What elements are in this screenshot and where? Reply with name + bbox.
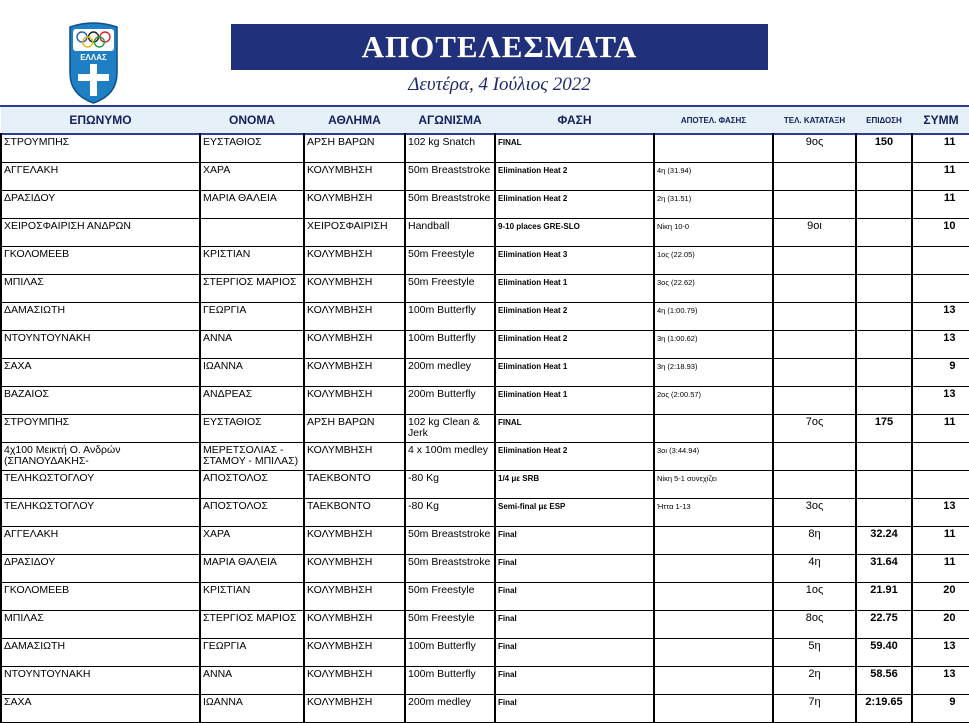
- cell-phase: Final: [495, 611, 654, 639]
- cell-name: ΕΥΣΤΑΘΙΟΣ: [200, 134, 304, 163]
- cell-phase-result: 1ος (22.05): [654, 247, 773, 275]
- table-row: [1, 359, 969, 387]
- cell-name: ΚΡΙΣΤΙΑΝ: [200, 583, 304, 611]
- cell-surname: ΣΑΧΑ: [1, 695, 200, 723]
- cell-event: 200m medley: [405, 359, 495, 387]
- cell-symm: [912, 247, 969, 275]
- cell-sport: ΚΟΛΥΜΒΗΣΗ: [304, 331, 405, 359]
- cell-event: 4 x 100m medley: [405, 443, 495, 471]
- cell-phase-result: 3η (2:18.93): [654, 359, 773, 387]
- cell-surname: ΜΠΙΛΑΣ: [1, 611, 200, 639]
- cell-symm: 9: [912, 695, 969, 723]
- cell-symm: 11: [912, 191, 969, 219]
- cell-surname: ΝΤΟΥΝΤΟΥΝΑΚΗ: [1, 331, 200, 359]
- cell-performance: [856, 275, 912, 303]
- cell-phase: 9-10 places GRE-SLO: [495, 219, 654, 247]
- cell-name: ΑΠΟΣΤΟΛΟΣ: [200, 499, 304, 527]
- cell-surname: ΔΑΜΑΣΙΩΤΗ: [1, 639, 200, 667]
- cell-phase-result: Νίκη 10-0: [654, 219, 773, 247]
- cell-phase-result: [654, 639, 773, 667]
- cell-name: ΙΩΑΝΝΑ: [200, 359, 304, 387]
- cell-event: 100m Butterfly: [405, 303, 495, 331]
- cell-phase: Elimination Heat 2: [495, 443, 654, 471]
- cell-surname: ΣΤΡΟΥΜΠΗΣ: [1, 134, 200, 163]
- cell-event: 50m Freestyle: [405, 583, 495, 611]
- cell-sport: ΚΟΛΥΜΒΗΣΗ: [304, 163, 405, 191]
- cell-event: 102 kg Snatch: [405, 134, 495, 163]
- cell-performance: [856, 331, 912, 359]
- cell-name: ΑΝΝΑ: [200, 667, 304, 695]
- cell-sport: ΚΟΛΥΜΒΗΣΗ: [304, 611, 405, 639]
- cell-final-rank: [773, 163, 856, 191]
- cell-final-rank: [773, 443, 856, 471]
- cell-name: ΜΕΡΕΤΣΟΛΙΑΣ - ΣΤΑΜΟΥ - ΜΠΙΛΑΣ): [200, 443, 304, 471]
- cell-name: ΚΡΙΣΤΙΑΝ: [200, 247, 304, 275]
- col-header-surname: ΕΠΩΝΥΜΟ: [1, 107, 200, 134]
- cell-phase-result: Νίκη 5-1 συνεχίζει: [654, 471, 773, 499]
- cell-performance: [856, 163, 912, 191]
- cell-event: -80 Kg: [405, 471, 495, 499]
- cell-surname: ΣΤΡΟΥΜΠΗΣ: [1, 415, 200, 443]
- cell-final-rank: [773, 275, 856, 303]
- cell-symm: [912, 275, 969, 303]
- cell-surname: ΤΕΛΗΚΩΣΤΟΓΛΟΥ: [1, 471, 200, 499]
- cell-surname: ΝΤΟΥΝΤΟΥΝΑΚΗ: [1, 667, 200, 695]
- cell-surname: ΑΓΓΕΛΑΚΗ: [1, 163, 200, 191]
- cell-name: ΧΑΡΑ: [200, 527, 304, 555]
- cell-sport: ΤΑΕΚΒΟΝΤΟ: [304, 471, 405, 499]
- cell-sport: ΚΟΛΥΜΒΗΣΗ: [304, 555, 405, 583]
- cell-performance: 150: [856, 134, 912, 163]
- cell-sport: ΚΟΛΥΜΒΗΣΗ: [304, 695, 405, 723]
- cell-performance: [856, 499, 912, 527]
- cell-event: 50m Breaststroke: [405, 555, 495, 583]
- cell-symm: [912, 471, 969, 499]
- col-header-sport: ΑΘΛΗΜΑ: [304, 107, 405, 134]
- cell-surname: ΓΚΟΛΟΜΕΕΒ: [1, 583, 200, 611]
- cell-symm: 11: [912, 555, 969, 583]
- cell-phase-result: [654, 695, 773, 723]
- table-row: [1, 611, 969, 639]
- cell-name: ΓΕΩΡΓΙΑ: [200, 303, 304, 331]
- cell-phase: Elimination Heat 2: [495, 191, 654, 219]
- page-title: ΑΠΟΤΕΛΕΣΜΑΤΑ: [231, 24, 768, 70]
- cell-sport: ΚΟΛΥΜΒΗΣΗ: [304, 191, 405, 219]
- cell-performance: 2:19.65: [856, 695, 912, 723]
- table-row: [1, 555, 969, 583]
- cell-event: -80 Kg: [405, 499, 495, 527]
- col-header-final-rank: ΤΕΛ. ΚΑΤΑΤΑΞΗ: [773, 107, 856, 134]
- cell-surname: ΤΕΛΗΚΩΣΤΟΓΛΟΥ: [1, 499, 200, 527]
- cell-sport: ΚΟΛΥΜΒΗΣΗ: [304, 639, 405, 667]
- cell-name: ΓΕΩΡΓΙΑ: [200, 639, 304, 667]
- table-row: [1, 387, 969, 415]
- table-row: [1, 471, 969, 499]
- cell-final-rank: 8η: [773, 527, 856, 555]
- cell-phase-result: Ήττα 1-13: [654, 499, 773, 527]
- cell-phase: Final: [495, 639, 654, 667]
- cell-final-rank: [773, 247, 856, 275]
- cell-symm: 13: [912, 499, 969, 527]
- table-row: [1, 639, 969, 667]
- cell-phase-result: 3η (1:00.62): [654, 331, 773, 359]
- cell-sport: ΚΟΛΥΜΒΗΣΗ: [304, 527, 405, 555]
- col-header-phase-result: ΑΠΟΤΕΛ. ΦΑΣΗΣ: [654, 107, 773, 134]
- cell-final-rank: [773, 359, 856, 387]
- table-row: [1, 134, 969, 163]
- cell-surname: ΜΠΙΛΑΣ: [1, 275, 200, 303]
- cell-performance: 31.64: [856, 555, 912, 583]
- cell-name: ΧΑΡΑ: [200, 163, 304, 191]
- table-row: [1, 443, 969, 471]
- cell-phase: Final: [495, 555, 654, 583]
- cell-final-rank: 5η: [773, 639, 856, 667]
- cell-performance: 32.24: [856, 527, 912, 555]
- cell-event: 50m Freestyle: [405, 275, 495, 303]
- cell-surname: 4χ100 Μεικτή Ο. Ανδρών (ΣΠΑΝΟΥΔΑΚΗΣ-: [1, 443, 200, 471]
- cell-final-rank: 1ος: [773, 583, 856, 611]
- cell-final-rank: 9ος: [773, 134, 856, 163]
- report-date: Δευτέρα, 4 Ιούλιος 2022: [408, 74, 591, 95]
- cell-symm: 13: [912, 639, 969, 667]
- cell-performance: 21.91: [856, 583, 912, 611]
- cell-final-rank: 8ος: [773, 611, 856, 639]
- results-table: [0, 107, 969, 723]
- cell-event: 200m medley: [405, 695, 495, 723]
- cell-phase: Final: [495, 695, 654, 723]
- cell-event: Handball: [405, 219, 495, 247]
- cell-phase: Elimination Heat 2: [495, 303, 654, 331]
- cell-name: ΜΑΡΙΑ ΘΑΛΕΙΑ: [200, 191, 304, 219]
- cell-symm: 11: [912, 415, 969, 443]
- cell-phase: FINAL: [495, 134, 654, 163]
- cell-event: 100m Butterfly: [405, 667, 495, 695]
- cell-sport: ΚΟΛΥΜΒΗΣΗ: [304, 303, 405, 331]
- cell-symm: 11: [912, 134, 969, 163]
- cell-final-rank: 7ος: [773, 415, 856, 443]
- cell-event: 50m Breaststroke: [405, 163, 495, 191]
- cell-surname: ΓΚΟΛΟΜΕΕΒ: [1, 247, 200, 275]
- cell-sport: ΚΟΛΥΜΒΗΣΗ: [304, 443, 405, 471]
- cell-symm: 11: [912, 163, 969, 191]
- table-row: [1, 667, 969, 695]
- cell-surname: ΒΑΖΑΙΟΣ: [1, 387, 200, 415]
- cell-final-rank: [773, 191, 856, 219]
- table-row: [1, 247, 969, 275]
- cell-symm: 9: [912, 359, 969, 387]
- cell-phase: Elimination Heat 3: [495, 247, 654, 275]
- cell-sport: ΚΟΛΥΜΒΗΣΗ: [304, 667, 405, 695]
- cell-phase-result: 2ος (2:00.57): [654, 387, 773, 415]
- table-row: [1, 303, 969, 331]
- cell-surname: ΣΑΧΑ: [1, 359, 200, 387]
- cell-performance: [856, 219, 912, 247]
- table-row: [1, 275, 969, 303]
- cell-performance: [856, 387, 912, 415]
- cell-final-rank: 4η: [773, 555, 856, 583]
- cell-name: ΑΝΔΡΕΑΣ: [200, 387, 304, 415]
- cell-final-rank: 2η: [773, 667, 856, 695]
- cell-phase: Final: [495, 527, 654, 555]
- col-header-phase: ΦΑΣΗ: [495, 107, 654, 134]
- cell-event: 50m Freestyle: [405, 611, 495, 639]
- cell-performance: 59.40: [856, 639, 912, 667]
- cell-sport: ΤΑΕΚΒΟΝΤΟ: [304, 499, 405, 527]
- cell-phase-result: [654, 134, 773, 163]
- cell-phase: 1/4 με SRB: [495, 471, 654, 499]
- cell-phase-result: 4η (1:00.79): [654, 303, 773, 331]
- cell-final-rank: [773, 387, 856, 415]
- cell-symm: 10: [912, 219, 969, 247]
- cell-sport: ΧΕΙΡΟΣΦΑΙΡΙΣΗ: [304, 219, 405, 247]
- cell-event: 102 kg Clean & Jerk: [405, 415, 495, 443]
- cell-name: ΜΑΡΙΑ ΘΑΛΕΙΑ: [200, 555, 304, 583]
- cell-event: 50m Freestyle: [405, 247, 495, 275]
- cell-sport: ΑΡΣΗ ΒΑΡΩΝ: [304, 134, 405, 163]
- cell-surname: ΧΕΙΡΟΣΦΑΙΡΙΣΗ ΑΝΔΡΩΝ: [1, 219, 200, 247]
- cell-performance: [856, 443, 912, 471]
- logo-text: ΕΛΛΑΣ: [80, 53, 107, 62]
- cell-surname: ΑΓΓΕΛΑΚΗ: [1, 527, 200, 555]
- cell-sport: ΚΟΛΥΜΒΗΣΗ: [304, 583, 405, 611]
- cell-phase: FINAL: [495, 415, 654, 443]
- cell-performance: [856, 247, 912, 275]
- cell-performance: [856, 303, 912, 331]
- cell-phase: Final: [495, 583, 654, 611]
- cell-symm: 20: [912, 583, 969, 611]
- col-header-event: ΑΓΩΝΙΣΜΑ: [405, 107, 495, 134]
- cell-performance: 175: [856, 415, 912, 443]
- cell-surname: ΔΑΜΑΣΙΩΤΗ: [1, 303, 200, 331]
- cell-symm: 13: [912, 303, 969, 331]
- cell-phase-result: [654, 667, 773, 695]
- cell-sport: ΚΟΛΥΜΒΗΣΗ: [304, 387, 405, 415]
- table-row: [1, 583, 969, 611]
- cell-phase-result: [654, 555, 773, 583]
- cell-sport: ΚΟΛΥΜΒΗΣΗ: [304, 359, 405, 387]
- cell-phase-result: 3οι (3:44.94): [654, 443, 773, 471]
- cell-phase: Final: [495, 667, 654, 695]
- cell-symm: 11: [912, 527, 969, 555]
- cell-performance: [856, 191, 912, 219]
- cell-name: ΣΤΕΡΓΙΟΣ ΜΑΡΙΟΣ: [200, 275, 304, 303]
- cell-final-rank: [773, 471, 856, 499]
- cell-sport: ΚΟΛΥΜΒΗΣΗ: [304, 247, 405, 275]
- cell-phase: Elimination Heat 1: [495, 275, 654, 303]
- table-row: [1, 331, 969, 359]
- table-row: [1, 415, 969, 443]
- col-header-name: ΟΝΟΜΑ: [200, 107, 304, 134]
- cell-phase-result: 2η (31.51): [654, 191, 773, 219]
- cell-phase: Elimination Heat 1: [495, 387, 654, 415]
- cell-phase: Elimination Heat 1: [495, 359, 654, 387]
- cell-name: ΑΝΝΑ: [200, 331, 304, 359]
- cell-performance: 22.75: [856, 611, 912, 639]
- cell-final-rank: [773, 331, 856, 359]
- cell-phase-result: 4η (31.94): [654, 163, 773, 191]
- col-header-performance: ΕΠΙΔΟΣΗ: [856, 107, 912, 134]
- cell-event: 100m Butterfly: [405, 331, 495, 359]
- cell-name: ΣΤΕΡΓΙΟΣ ΜΑΡΙΟΣ: [200, 611, 304, 639]
- cell-symm: 13: [912, 387, 969, 415]
- cell-name: ΙΩΑΝΝΑ: [200, 695, 304, 723]
- table-row: [1, 499, 969, 527]
- cell-final-rank: [773, 303, 856, 331]
- cell-symm: 20: [912, 611, 969, 639]
- col-header-symm: ΣΥΜΜ: [912, 107, 969, 134]
- cell-name: ΕΥΣΤΑΘΙΟΣ: [200, 415, 304, 443]
- cell-event: 200m Butterfly: [405, 387, 495, 415]
- cell-performance: 58.56: [856, 667, 912, 695]
- cell-event: 50m Breaststroke: [405, 191, 495, 219]
- cell-surname: ΔΡΑΣΙΔΟΥ: [1, 555, 200, 583]
- cell-phase-result: [654, 611, 773, 639]
- cell-event: 100m Butterfly: [405, 639, 495, 667]
- cell-phase: Elimination Heat 2: [495, 163, 654, 191]
- table-row: [1, 527, 969, 555]
- cell-phase-result: [654, 527, 773, 555]
- cell-phase: Elimination Heat 2: [495, 331, 654, 359]
- cell-sport: ΑΡΣΗ ΒΑΡΩΝ: [304, 415, 405, 443]
- cell-symm: 13: [912, 667, 969, 695]
- cell-name: [200, 219, 304, 247]
- table-row: [1, 191, 969, 219]
- hellas-olympic-emblem: [66, 21, 121, 104]
- cell-symm: 13: [912, 331, 969, 359]
- table-header-row: [1, 107, 969, 134]
- table-row: [1, 219, 969, 247]
- cell-sport: ΚΟΛΥΜΒΗΣΗ: [304, 275, 405, 303]
- table-row: [1, 163, 969, 191]
- cell-surname: ΔΡΑΣΙΔΟΥ: [1, 191, 200, 219]
- table-row: [1, 695, 969, 723]
- cell-final-rank: 3ος: [773, 499, 856, 527]
- cell-final-rank: 9οι: [773, 219, 856, 247]
- cell-final-rank: 7η: [773, 695, 856, 723]
- cell-name: ΑΠΟΣΤΟΛΟΣ: [200, 471, 304, 499]
- cell-phase-result: [654, 415, 773, 443]
- cell-symm: [912, 443, 969, 471]
- cell-phase: Semi-final με ESP: [495, 499, 654, 527]
- cell-phase-result: [654, 583, 773, 611]
- cell-performance: [856, 359, 912, 387]
- cell-performance: [856, 471, 912, 499]
- cell-event: 50m Breaststroke: [405, 527, 495, 555]
- cell-phase-result: 3ος (22.62): [654, 275, 773, 303]
